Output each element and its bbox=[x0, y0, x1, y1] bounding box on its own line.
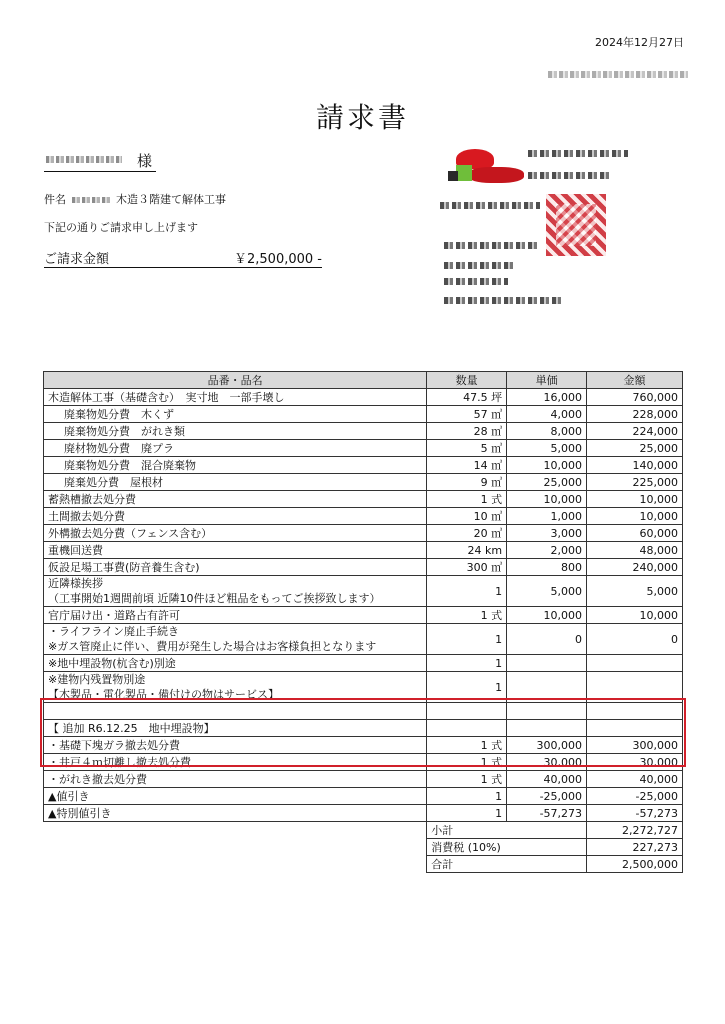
redacted-customer-name bbox=[46, 156, 122, 163]
item-name: 仮設足場工事費(防音養生含む) bbox=[44, 559, 427, 576]
customer-name bbox=[44, 150, 156, 172]
column-header-amount: 金額 bbox=[587, 372, 683, 389]
summary-row-total bbox=[44, 856, 683, 873]
item-amount: 760,000 bbox=[587, 389, 683, 406]
redacted-contact-line bbox=[444, 297, 564, 304]
item-quantity: 1 bbox=[427, 624, 507, 655]
item-name: 重機回送費 bbox=[44, 542, 427, 559]
subject-label: 件名 bbox=[44, 193, 66, 206]
item-amount: 140,000 bbox=[587, 457, 683, 474]
item-unit-price: 30,000 bbox=[507, 754, 587, 771]
item-unit-price: 1,000 bbox=[507, 508, 587, 525]
item-quantity: 1 式 bbox=[427, 754, 507, 771]
invoice-table bbox=[43, 371, 683, 873]
item-amount: -57,273 bbox=[587, 805, 683, 822]
subject-line bbox=[44, 191, 226, 207]
issue-date: 2024年12月27日 bbox=[595, 36, 684, 49]
redacted-address-line bbox=[444, 242, 540, 249]
subtotal-value: 2,272,727 bbox=[587, 822, 683, 839]
table-row bbox=[44, 655, 683, 672]
item-unit-price: 5,000 bbox=[507, 576, 587, 607]
table-row bbox=[44, 491, 683, 508]
item-name-line: 近隣様挨拶 bbox=[48, 577, 103, 590]
item-name bbox=[44, 576, 427, 607]
item-name-note: ※ガス管廃止に伴い、費用が発生した場合はお客様負担となります bbox=[48, 640, 377, 653]
item-quantity: 1 式 bbox=[427, 491, 507, 508]
item-quantity: 14 ㎥ bbox=[427, 457, 507, 474]
item-quantity: 20 ㎥ bbox=[427, 525, 507, 542]
item-quantity: 1 bbox=[427, 655, 507, 672]
item-name: 蓄熱槽撤去処分費 bbox=[44, 491, 427, 508]
item-name: ▲特別値引き bbox=[44, 805, 427, 822]
item-quantity: 57 ㎥ bbox=[427, 406, 507, 423]
item-unit-price bbox=[507, 655, 587, 672]
redacted-phone-line bbox=[444, 262, 514, 269]
table-header-row bbox=[44, 372, 683, 389]
table-row bbox=[44, 624, 683, 655]
item-unit-price: 40,000 bbox=[507, 771, 587, 788]
table-row bbox=[44, 525, 683, 542]
item-name: 官庁届け出・道路占有許可 bbox=[44, 607, 427, 624]
item-amount: 5,000 bbox=[587, 576, 683, 607]
item-unit-price: 300,000 bbox=[507, 737, 587, 754]
item-name: 廃棄物処分費 混合廃棄物 bbox=[44, 457, 427, 474]
item-amount: -25,000 bbox=[587, 788, 683, 805]
item-amount: 240,000 bbox=[587, 559, 683, 576]
item-name-line: ・ライフライン廃止手続き bbox=[48, 625, 180, 638]
item-amount bbox=[587, 655, 683, 672]
item-unit-price: 2,000 bbox=[507, 542, 587, 559]
table-row bbox=[44, 576, 683, 607]
table-row bbox=[44, 607, 683, 624]
item-quantity: 5 ㎥ bbox=[427, 440, 507, 457]
item-name: 外構撤去処分費（フェンス含む） bbox=[44, 525, 427, 542]
item-amount: 25,000 bbox=[587, 440, 683, 457]
customer-honorific: 様 bbox=[136, 152, 152, 170]
additional-items-highlight bbox=[40, 698, 686, 767]
item-quantity: 1 bbox=[427, 576, 507, 607]
redacted-company-line bbox=[528, 150, 628, 157]
item-quantity: 28 ㎥ bbox=[427, 423, 507, 440]
item-name: 廃棄処分費 屋根材 bbox=[44, 474, 427, 491]
total-value: 2,500,000 bbox=[587, 856, 683, 873]
item-quantity: 1 式 bbox=[427, 737, 507, 754]
company-block bbox=[436, 142, 636, 312]
item-unit-price: -25,000 bbox=[507, 788, 587, 805]
item-unit-price: 3,000 bbox=[507, 525, 587, 542]
subject-text: 木造３階建て解体工事 bbox=[116, 193, 226, 206]
item-name bbox=[44, 624, 427, 655]
item-quantity: 1 式 bbox=[427, 607, 507, 624]
billing-notice: 下記の通りご請求申し上げます bbox=[44, 221, 198, 234]
tax-value: 227,273 bbox=[587, 839, 683, 856]
item-amount: 225,000 bbox=[587, 474, 683, 491]
table-row bbox=[44, 457, 683, 474]
billing-amount-value: ￥2,500,000 - bbox=[234, 252, 322, 267]
item-name: ▲値引き bbox=[44, 788, 427, 805]
column-header-item: 品番・品名 bbox=[44, 372, 427, 389]
redacted-subject-name bbox=[72, 197, 110, 203]
summary-row-subtotal bbox=[44, 822, 683, 839]
item-name: 木造解体工事（基礎含む） 実寸地 一部手壊し bbox=[44, 389, 427, 406]
summary-row-tax bbox=[44, 839, 683, 856]
item-quantity: 10 ㎥ bbox=[427, 508, 507, 525]
tax-label: 消費税 (10%) bbox=[427, 839, 587, 856]
item-amount: 60,000 bbox=[587, 525, 683, 542]
document-title: 請求書 bbox=[315, 101, 409, 134]
item-quantity: 9 ㎥ bbox=[427, 474, 507, 491]
table-row bbox=[44, 389, 683, 406]
item-amount: 224,000 bbox=[587, 423, 683, 440]
column-header-unit-price: 単価 bbox=[507, 372, 587, 389]
item-quantity: 24 km bbox=[427, 542, 507, 559]
item-unit-price: -57,273 bbox=[507, 805, 587, 822]
table-row bbox=[44, 805, 683, 822]
company-logo bbox=[448, 147, 526, 185]
item-quantity: 1 bbox=[427, 672, 507, 703]
redacted-registration-number bbox=[548, 71, 688, 78]
item-quantity: 47.5 坪 bbox=[427, 389, 507, 406]
item-name-note: 【木製品・電化製品・備付けの物はサービス】 bbox=[48, 688, 279, 701]
item-amount: 10,000 bbox=[587, 607, 683, 624]
billing-amount-label: ご請求金額 bbox=[44, 252, 110, 267]
table-row bbox=[44, 771, 683, 788]
table-row bbox=[44, 788, 683, 805]
table-row bbox=[44, 406, 683, 423]
item-name-line: ※建物内残置物別途 bbox=[48, 673, 146, 686]
item-unit-price: 10,000 bbox=[507, 607, 587, 624]
subtotal-label: 小計 bbox=[427, 822, 587, 839]
table-row bbox=[44, 423, 683, 440]
item-amount: 48,000 bbox=[587, 542, 683, 559]
item-amount: 40,000 bbox=[587, 771, 683, 788]
item-name: 廃棄物処分費 がれき類 bbox=[44, 423, 427, 440]
table-row bbox=[44, 440, 683, 457]
item-name: 土間撤去処分費 bbox=[44, 508, 427, 525]
redacted-company-line bbox=[528, 172, 612, 179]
item-unit-price: 800 bbox=[507, 559, 587, 576]
table-row bbox=[44, 559, 683, 576]
item-quantity: 1 式 bbox=[427, 771, 507, 788]
item-amount: 0 bbox=[587, 624, 683, 655]
item-name: ・井戸４ｍ切離し撤去処分費 bbox=[44, 754, 427, 771]
item-amount: 10,000 bbox=[587, 508, 683, 525]
item-amount: 10,000 bbox=[587, 491, 683, 508]
redacted-company-name bbox=[440, 202, 540, 209]
item-name: 廃材物処分費 廃プラ bbox=[44, 440, 427, 457]
item-unit-price: 5,000 bbox=[507, 440, 587, 457]
item-unit-price: 10,000 bbox=[507, 457, 587, 474]
item-quantity: 1 bbox=[427, 788, 507, 805]
item-quantity: 300 ㎥ bbox=[427, 559, 507, 576]
item-name: ・基礎下塊ガラ撤去処分費 bbox=[44, 737, 427, 754]
item-unit-price: 16,000 bbox=[507, 389, 587, 406]
redacted-fax-line bbox=[444, 278, 508, 285]
item-amount: 30,000 bbox=[587, 754, 683, 771]
item-unit-price: 25,000 bbox=[507, 474, 587, 491]
item-unit-price: 0 bbox=[507, 624, 587, 655]
item-unit-price: 8,000 bbox=[507, 423, 587, 440]
item-amount: 228,000 bbox=[587, 406, 683, 423]
table-row bbox=[44, 508, 683, 525]
item-unit-price: 4,000 bbox=[507, 406, 587, 423]
item-name: 廃棄物処分費 木くず bbox=[44, 406, 427, 423]
item-name: ※地中埋設物(杭含む)別途 bbox=[44, 655, 427, 672]
item-name: 【 追加 R6.12.25 地中埋設物】 bbox=[44, 720, 427, 737]
billing-amount bbox=[44, 246, 322, 268]
item-quantity: 1 bbox=[427, 805, 507, 822]
item-name: ・がれき撤去処分費 bbox=[44, 771, 427, 788]
item-amount: 300,000 bbox=[587, 737, 683, 754]
item-unit-price: 10,000 bbox=[507, 491, 587, 508]
total-label: 合計 bbox=[427, 856, 587, 873]
table-row bbox=[44, 542, 683, 559]
company-seal-stamp bbox=[546, 194, 606, 256]
column-header-quantity: 数量 bbox=[427, 372, 507, 389]
item-name-note: （工事開始1週間前頃 近隣10件ほど粗品をもってご挨拶致します） bbox=[48, 592, 381, 605]
table-row bbox=[44, 474, 683, 491]
